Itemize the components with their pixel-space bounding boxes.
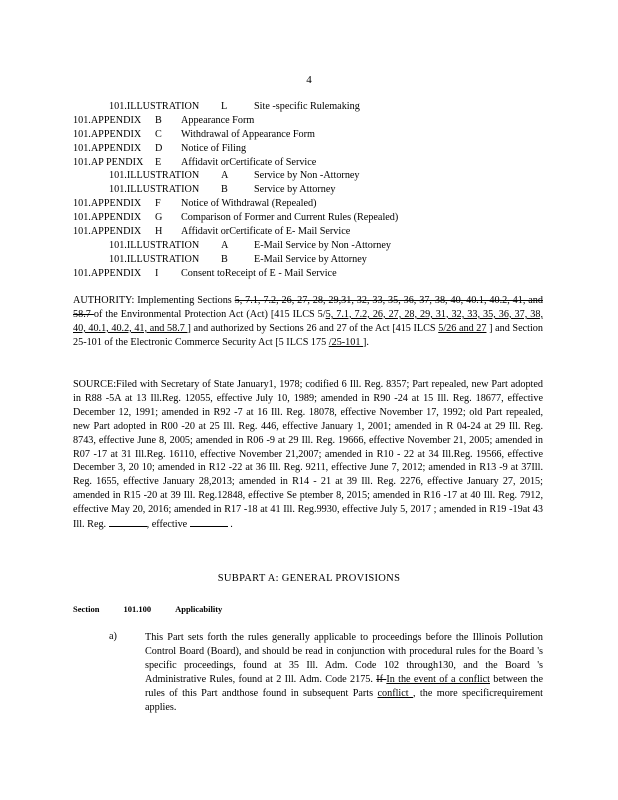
- authority-struck-sections: 5, 7.1, 7.2, 26, 27, 28, 29,31, 32, 33, 35, 36, 37, 38, 40, 40.1, 40.2, 41, and 58.7: [73, 295, 543, 320]
- appendix-letter: F: [155, 198, 161, 210]
- appendix-title: Affidavit orCertificate of E- Mail Service: [181, 226, 351, 238]
- item-a-start: This Part sets forth the rules generally applicable to proceedings before the Illinois Pollution Control Board (Board), and should be read in conjunction with procedural rules for the Board 's specific proceedings, found at 35 Ill. Adm. Code 102 through130, and the Board 's Administrative Rules, found at 2 Ill. Adm. Code 2175.: [145, 632, 543, 685]
- appendix-row: [73, 197, 553, 211]
- appendix-title: Comparison of Former and Current Rules (Repealed): [181, 212, 399, 224]
- item-a-added-event: In the event of a conflict: [386, 673, 490, 685]
- authority-mid3: ] and Section 25-101 of the Electronic Commerce Security Act [5 ILCS 175: [73, 322, 543, 348]
- appendix-name: 101.AP PENDIX: [73, 156, 144, 168]
- authority-added-act: 5/26 and 27: [438, 322, 487, 334]
- section-heading: [73, 604, 246, 614]
- appendix-name: 101.ILLUSTRATION: [109, 101, 200, 112]
- appendix-letter: B: [221, 253, 228, 265]
- item-a-end: , the more specificrequirement applies.: [145, 687, 543, 713]
- appendix-title: E-Mail Service by Attorney: [254, 253, 367, 265]
- source-note: [73, 378, 543, 532]
- item-a-struck-conflict: conflict: [377, 687, 413, 699]
- source-text: SOURCE:Filed with Secretary of State January1, 1978; codified 6 Ill. Reg. 8357; Part repealed, new Part adopted in R88 -5A at 13 Ill.Reg. 12055, effective July 10, 1989; amended in R90 -24 at 15 Ill. Reg. 18677, effective December 12, 1991; amended in R92 -7 at 16 Ill. Reg. 18078, effective November 17, 1992; old Part repealed, new Part adopted in R00 -20 at 25 Ill. Reg. 446, effective January 1, 2001; amended in R 04-24 at 29 Ill. Reg. 8743, effective June 8, 2005; amended in R06 -9 at 29 Ill. Reg. 19666, effective November 21, 2005; amended in R07 -17 at 31 Ill.Reg. 16110, effective November 21,2007; amended in R10 - 22 at 34 Ill.Reg. 19566, effective December 3, 20 10; amended in R12 -22 at 36 Ill. Reg. 9211, effective June 7, 2012; amended in R13 -9 at 37Ill. Reg. 1655, effective January 28,2013; amended in R14 - 21 at 39 Ill. Reg. 2276, effective January 27, 2015; amended in R15 -20 at 39 Ill. Reg.12848, effective Se ptember 8, 2015; amended in R16 -17 at 40 Ill. Reg. 7912, effective May 20, 2016; amended in R17 -18 at 41 Ill. Reg.9930, effective July 5, 2017 ; amended in R19 -19at 43 Ill. Reg.: [73, 379, 543, 531]
- appendix-name: 101.APPENDIX: [73, 198, 142, 210]
- appendix-row: [73, 239, 553, 253]
- authority-mid1: of the Environmental Protection Act (Act) [415 ILCS 5/: [93, 308, 326, 320]
- section-number: 101.100: [123, 604, 152, 614]
- appendix-row: [73, 142, 553, 156]
- appendix-name: 101.ILLUSTRATION: [109, 170, 200, 182]
- appendix-letter: C: [155, 128, 162, 140]
- appendix-row: [73, 225, 553, 239]
- appendix-title: Site -specific Rulemaking: [254, 101, 360, 112]
- appendix-list: [73, 100, 553, 281]
- appendix-name: 101.APPENDIX: [73, 267, 142, 279]
- appendix-title: Notice of Filing: [181, 142, 247, 154]
- item-a-struck-if: If: [376, 673, 387, 685]
- page-number: 4: [306, 74, 312, 86]
- authority-note: [73, 294, 543, 350]
- appendix-letter: I: [155, 267, 159, 279]
- appendix-title: Service by Non -Attorney: [254, 170, 360, 182]
- item-a-text: [145, 631, 543, 714]
- appendix-row: [73, 156, 553, 170]
- appendix-row: [73, 267, 553, 281]
- authority-added-sections: 5, 7.1, 7.2, 26, 27, 28, 29, 31, 32, 33, 35, 36, 37, 38, 40, 40.1, 40.2, 41, and 58.7: [73, 308, 544, 334]
- appendix-title: E-Mail Service by Non -Attorney: [254, 239, 391, 251]
- source-blank-date: [190, 517, 228, 527]
- authority-added-ec: /25-101: [328, 336, 364, 348]
- source-effective-label: , effective: [146, 519, 190, 531]
- appendix-row: [73, 253, 553, 267]
- appendix-letter: A: [221, 170, 229, 182]
- appendix-title: Appearance Form: [181, 114, 255, 126]
- appendix-title: Notice of Withdrawal (Repealed): [181, 198, 317, 210]
- appendix-name: 101.APPENDIX: [73, 114, 142, 126]
- appendix-name: 101.APPENDIX: [73, 128, 142, 140]
- appendix-name: 101.APPENDIX: [73, 212, 142, 224]
- section-title: Applicability: [175, 604, 223, 614]
- appendix-name: 101.APPENDIX: [73, 226, 142, 238]
- appendix-row: [73, 169, 553, 183]
- subpart-heading: SUBPART A: GENERAL PROVISIONS: [217, 573, 401, 584]
- authority-lead: AUTHORITY: Implementing Sections: [73, 295, 235, 306]
- source-blank-reg: [109, 517, 147, 527]
- appendix-name: 101.ILLUSTRATION: [109, 253, 200, 265]
- source-end: .: [227, 519, 233, 531]
- item-a-middle: between the rules of this Part andthose found in subsequent Parts: [145, 673, 543, 699]
- appendix-name: 101.ILLUSTRATION: [109, 184, 200, 196]
- section-label: Section: [73, 604, 100, 614]
- appendix-row: [73, 183, 553, 197]
- authority-mid2: ] and authorized by Sections 26 and 27 of the Act [415 ILCS: [187, 322, 439, 334]
- authority-end: ].: [363, 336, 369, 348]
- appendix-row: [73, 114, 553, 128]
- appendix-row: [73, 211, 553, 225]
- appendix-name: 101.APPENDIX: [73, 142, 142, 154]
- item-a-label: a): [109, 631, 117, 642]
- appendix-row: [73, 100, 553, 114]
- appendix-letter: B: [155, 114, 162, 126]
- appendix-letter: L: [221, 101, 228, 112]
- appendix-title: Affidavit orCertificate of Service: [181, 156, 317, 168]
- appendix-title: Consent toReceipt of E - Mail Service: [181, 267, 337, 279]
- appendix-letter: B: [221, 184, 228, 196]
- appendix-name: 101.ILLUSTRATION: [109, 239, 200, 251]
- appendix-letter: G: [155, 212, 163, 224]
- appendix-title: Withdrawal of Appearance Form: [181, 128, 315, 140]
- appendix-letter: H: [155, 226, 163, 238]
- appendix-row: [73, 128, 553, 142]
- appendix-letter: D: [155, 142, 163, 154]
- appendix-title: Service by Attorney: [254, 184, 336, 196]
- appendix-letter: E: [155, 156, 162, 168]
- appendix-letter: A: [221, 239, 229, 251]
